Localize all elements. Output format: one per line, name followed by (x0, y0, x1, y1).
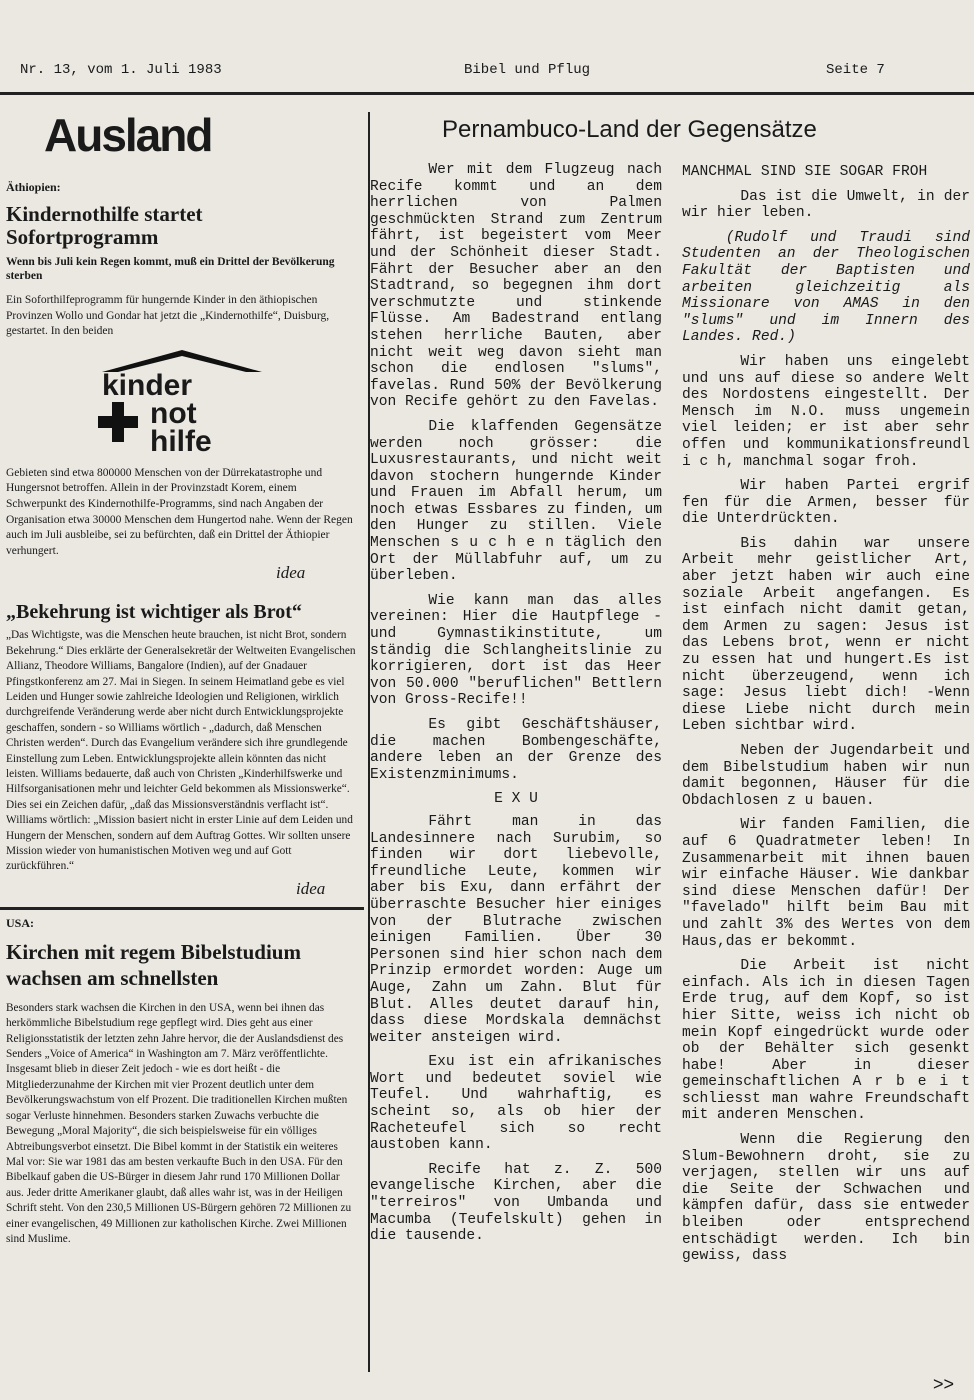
left-column (6, 104, 358, 1247)
middle-paragraph: Wie kann man das alles vereinen: Hier die Hautpflege - und Gymnastikinstitute, um ständig die Schlangheitslinie zu korrigieren, dort ist das Heer von 50.000 "beruflichen" Bettlern von Gross-Recife!! (370, 592, 662, 709)
article1-signature: idea (276, 563, 306, 583)
article2-body: „Das Wichtigste, was die Menschen heute brauchen, ist nicht Brot, sondern Bekehrung.“ Dies erklärte der Generalsekretär der Weltweiten Evangelischen Allianz, Theodore Williams, Bangalore (Indien), auf der Gnadauer Pfingstkonferenz am 27. Mai in Siegen. In seinem Heimatland gebe es viel Leiden und Hunger sowie zahlreiche Ideologien und Religionen, wirklich durchgreifende Veränderung werde aber nicht durch Entwicklungsprojekte geschaffen, sondern - so Williams wörtlich - „dadurch, daß Menschen Christen werden“. Durch das Evangelium verändere sich ihre grundlegende Einstellung zum Leben. Entwicklungsprojekte allein könnten das nicht leisten. Williams bedauerte, daß auch von Christen „Kinderhilfswerke und Hilfsorganisationen mehr und leichter Geld bekommen als Missionswerke“. Dies sei ein Zeichen dafür, „daß das Missionsverständnis verflacht ist“. Williams wörtlich: „Mission basiert nicht in erster Linie auf dem Leiden und Hungern der Menschen, sondern auf dem Auftrag Gottes. Wir sollten unsere Mission wieder von humanistischen Motiven weg und auf Gott zurückführen.“ (6, 629, 356, 873)
right-subheading: MANCHMAL SIND SIE SOGAR FROH (682, 164, 928, 180)
article2-rule (0, 907, 364, 910)
right-paragraph: Wir haben Partei ergrif fen für die Armen, besser für die Unterdrückten. (682, 478, 970, 528)
middle-paragraph: Die klaffenden Gegensätze werden noch grösser: die Luxusrestaurants, und nicht weit davon stochern hungernde Kinder und Frauen im Abfall herum, um noch etwas Essbares zu finden, um den Hunger zu stillen. Viele Menschen s u c h e n täglich den Ort der Müllabfuhr auf, um zu überleben. (370, 418, 662, 585)
article1-deck: Wenn bis Juli kein Regen kommt, muß ein Drittel der Bevölkerung sterben (6, 256, 335, 282)
right-paragraph: Wir haben uns eingelebt und uns auf diese so andere Welt des Nordostens eingestellt. Der Mensch im N.O. muss ungemein viel leiden; er ist aber sehr offen und kommunikationsfreundl i c h, manchmal sogar froh. (682, 353, 970, 470)
section-title: Ausland (44, 109, 212, 161)
publication-name: Bibel und Pflug (464, 62, 591, 78)
continued-marker: >> (932, 1374, 954, 1394)
article1-kicker: Äthiopien: (6, 180, 61, 194)
article2-signature: idea (296, 878, 326, 898)
article3-body: Besonders stark wachsen die Kirchen in den USA, wenn bei ihnen das herkömmliche Bibelstudium rege gepflegt wird. Dies geht aus einer Religionsstatistik der letzten zehn Jahre hervor, die der Auslandsdienst des Senders „Voice of America“ in Washington am 7. März veröffentlichte. Insgesamt blieb in dieser Zeit jedoch - wie es dort heißt - die Mitgliederzunahme der Kirchen mit vier Prozent deutlich unter dem Bevölkerungswachstum von elf Prozent. Die traditionellen Kirchen mußten sogar Verluste hinnehmen. Besonders starken Zuwachs verbuchte die Bewegung „Moral Majority“, die sich beispielsweise für ein völliges Abtreibungsverbot einsetzt. Die Bibel kommt in der Statistik ein weiteres Mal vor: Sie war 1981 das am besten verkaufte Buch in den USA. Für den Bibelkauf gaben die US-Bürger in diesem Jahr rund 170 Millionen Dollar aus. Jeder dritte Amerikaner glaubt, daß alles wahr ist, was in der Heiligen Schrift steht. Von den 230,5 Millionen US-Bürgern gehören 72 Millionen zu einer evangelischen, 49 Millionen zur katholischen Kirche. Zwei Millionen sind Muslime. (6, 1001, 352, 1245)
issue-line: Nr. 13, vom 1. Juli 1983 (20, 62, 222, 78)
editor-note: (Rudolf und Traudi sind Studenten an der Theologischen Fakultät der Baptisten und arbeiten gleichzeitig als Missionare von AMAS in den "slums" und im Innern des Landes. Red.) (682, 229, 970, 346)
article1-body: Gebieten sind etwa 800000 Menschen von der Dürrekatastrophe und Hungersnot betroffen. Allein in der Provinzstadt Korem, einem Schwerpunkt des Kindernothilfe-Programms, sind nach Angaben der Organisation etwa 30000 Menschen dem Hungertod nahe. Wenn der Regen auch im Juli ausbleibe, sei zu befürchten, daß ein Drittel der Äthiopier verhungert. (6, 466, 353, 557)
middle-paragraph: Fährt man in das Landesinnere nach Surubim, so finden wir dort liebevolle, freundliche Leute, kommen wir aber bis Exu, dann erfährt der überraschte Besucher hier einiges von der Blutrache zwischen einigen Familien. Über 30 Personen sind hier schon nach dem Prinzip ermordet worden: Auge um Auge, Zahn um Zahn. Blut für Blut. Alles deutet darauf hin, dass diese Mordskala demnächst weiter ansteigen wird. (370, 813, 662, 1046)
article1-intro: Ein Soforthilfeprogramm für hungernde Kinder in den äthiopischen Provinzen Wollo und Gondar hat jetzt die „Kindernothilfe“, Duisburg, gestartet. In den beiden (6, 294, 330, 338)
middle-paragraph: Wer mit dem Flugzeug nach Recife kommt und an dem herrlichen von Palmen geschmückten Strand zum Zentrum fährt, ist begeistert vom Meer und der Schönheit dieser Stadt. Fährt der Besucher aber an den Stadtrand, so begegnen ihm dort verschmutzte und stinkende Flüsse. Am Badestrand entlang stehen herrliche Bauten, aber nicht weit weg davon sieht man schon die endlosen "slums", favelas. Rund 50% der Bevölkerung von Recife gehört zu den Favelas. (370, 162, 662, 411)
right-paragraph: Neben der Jugendarbeit und dem Bibelstudium haben wir nun damit begonnen, Häuser für die Obdachlosen z u bauen. (682, 743, 970, 809)
right-column (682, 164, 970, 1273)
right-paragraph: Die Arbeit ist nicht einfach. Als ich in diesen Tagen Erde trug, auf dem Kopf, so ist hier Sitte, weiss ich nicht ob mein Kopf eingedrückt wurde oder ob der Behälter sich gesenkt habe! Aber in dieser gemeinschaftlichen A r b e i t schliesst man wahre Freundschaft mit anderen Menschen. (682, 958, 970, 1124)
article2-headline: „Bekehrung ist wichtiger als Brot“ (6, 601, 302, 624)
right-paragraph: Wir fanden Familien, die auf 6 Quadratmeter leben! In Zusammenarbeit mit ihnen bauen wir einfache Häuser. Wie dankbar sind diese Menschen dafür! Der "favelado" hilft beim Bau mit und zahlt 3% des Wertes von dem Haus,das er bekommt. (682, 817, 970, 950)
article1-headline: Kindernothilfe startet Sofortprogramm (6, 202, 203, 249)
middle-paragraph: Recife hat z. Z. 500 evangelische Kirchen, aber die "terreiros" von Umbanda und Macumba (Teufelskult) gehen in die tausende. (370, 1161, 662, 1245)
middle-paragraph: Exu ist ein afrikanisches Wort und bedeutet soviel wie Teufel. Und wahrhaftig, es scheint so, als ob hier der Racheteufel sich so recht austoben kann. (370, 1054, 662, 1154)
right-paragraph: Wenn die Regierung den Slum-Bewohnern droht, sie zu verjagen, stellen wir uns auf die Seite der Schwachen und kämpfen dafür, dass sie entweder bleiben oder entsprechend entschädigt werden. Ich bin gewiss, dass (682, 1132, 970, 1265)
logo-wordmark: kinder not hilfe (102, 368, 212, 458)
header-rule (0, 92, 974, 95)
right-intro: Das ist die Umwelt, in der wir hier leben. (682, 188, 970, 222)
kindernothilfe-logo (96, 350, 276, 460)
right-paragraph: Bis dahin war unsere Arbeit mehr geistlicher Art, aber jetzt haben wir auch eine soziale Arbeit angefangen. Es ist einfach nicht damit getan, dem Armen zu sagen: Jesus ist das Lebens brot, wenn er nicht zu essen hat und hungert.Es ist nicht überzeugend, wenn ich sage: Jesus liebt dich! -Wenn diese Liebe nicht durch mein Leben sichtbar wird. (682, 535, 970, 735)
article3-kicker: USA: (6, 915, 35, 930)
article3-headline: Kirchen mit regem Bibelstudium wachsen am schnellsten (6, 939, 301, 990)
middle-column (370, 162, 662, 1253)
page-number: Seite 7 (826, 62, 885, 78)
article-title: Pernambuco-Land der Gegensätze (442, 116, 817, 143)
subhead-exu: E X U (494, 791, 538, 808)
middle-paragraph: Es gibt Geschäftshäuser, die machen Bombengeschäfte, andere leben an der Grenze des Existenzminimums. (370, 717, 662, 783)
